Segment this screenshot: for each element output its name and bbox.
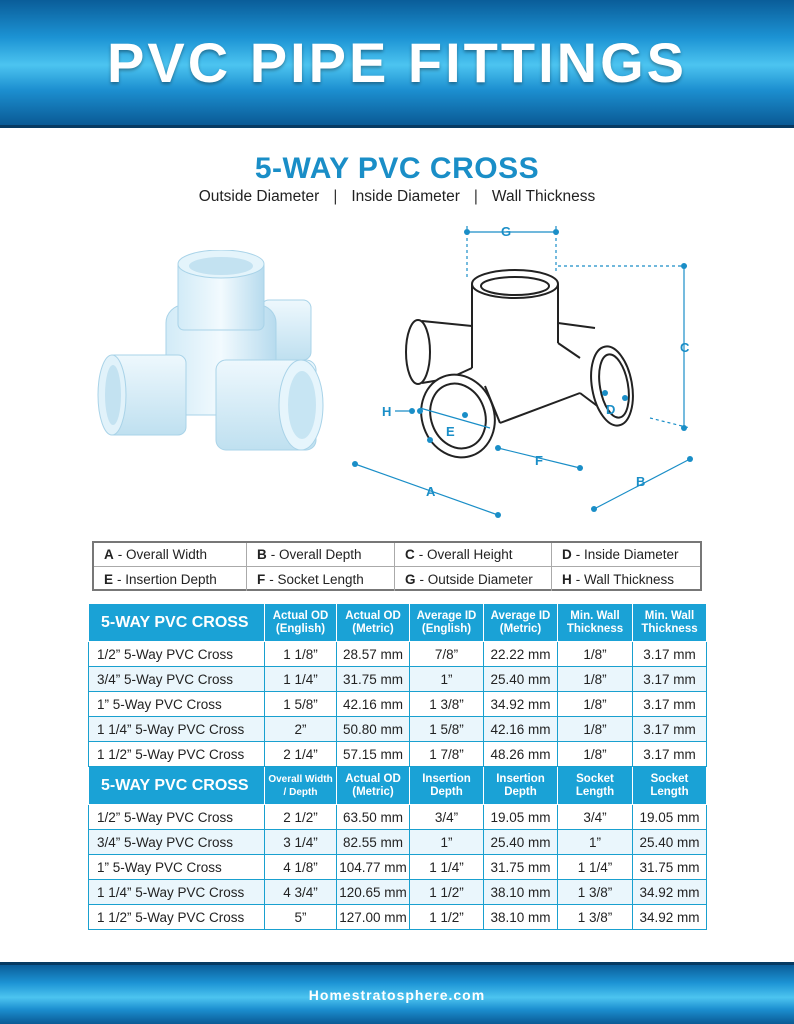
pvc-cross-photo <box>96 250 336 480</box>
footer-banner <box>0 962 794 1024</box>
legend-item: D - Inside Diameter <box>552 543 700 567</box>
dimension-outside-diameter: Outside Diameter <box>198 188 320 205</box>
column-header: Insertion Depth <box>484 767 558 805</box>
legend-item: A - Overall Width <box>94 543 247 567</box>
dimension-wall-thickness: Wall Thickness <box>491 188 596 205</box>
table-row: 1 1/4” 5-Way PVC Cross 4 3/4” 120.65 mm 1 1/2” 38.10 mm 1 3/8” 34.92 mm <box>89 880 707 905</box>
table-header-row <box>89 604 707 642</box>
column-header: Min. Wall Thickness <box>633 604 707 642</box>
table-row: 1 1/2” 5-Way PVC Cross 5” 127.00 mm 1 1/2” 38.10 mm 1 3/8” 34.92 mm <box>89 905 707 930</box>
legend-item: F - Socket Length <box>247 567 395 591</box>
label-f: F <box>535 453 543 468</box>
legend-item: H - Wall Thickness <box>562 571 675 587</box>
table2 <box>89 767 707 930</box>
page-title: PVC PIPE FITTINGS <box>107 31 687 94</box>
table1 <box>89 604 707 767</box>
separator: | <box>473 188 478 205</box>
label-b: B <box>636 474 646 489</box>
table-row: 1 1/4” 5-Way PVC Cross 2” 50.80 mm 1 5/8” 42.16 mm 1/8” 3.17 mm <box>89 717 707 742</box>
table-title: 5-WAY PVC CROSS <box>89 767 265 805</box>
label-a: A <box>426 484 436 499</box>
label-h: H <box>382 404 392 419</box>
separator: | <box>333 188 338 205</box>
section-title: 5-WAY PVC CROSS <box>254 152 540 185</box>
label-e: E <box>446 424 455 439</box>
table-title: 5-WAY PVC CROSS <box>89 604 265 642</box>
legend-item: B - Overall Depth <box>247 543 395 567</box>
table-row: 3/4” 5-Way PVC Cross 3 1/4” 82.55 mm 1” 25.40 mm 1” 25.40 mm <box>89 830 707 855</box>
column-header: Actual OD (Metric) <box>337 767 410 805</box>
dimension-legend <box>92 541 702 591</box>
column-header: Actual OD (English) <box>265 604 337 642</box>
column-header: Average ID (Metric) <box>484 604 558 642</box>
table-row: 3/4” 5-Way PVC Cross 1 1/4” 31.75 mm 1” 25.40 mm 1/8” 3.17 mm <box>89 667 707 692</box>
column-header: Socket Length <box>633 767 707 805</box>
table-row: 1” 5-Way PVC Cross 4 1/8” 104.77 mm 1 1/4” 31.75 mm 1 1/4” 31.75 mm <box>89 855 707 880</box>
table-row: 1/2” 5-Way PVC Cross 2 1/2” 63.50 mm 3/4” 19.05 mm 3/4” 19.05 mm <box>89 805 707 830</box>
dimension-list <box>0 188 794 206</box>
table-row: 1/2” 5-Way PVC Cross 1 1/8” 28.57 mm 7/8” 22.22 mm 1/8” 3.17 mm <box>89 642 707 667</box>
column-header: Overall Width / Depth <box>265 767 337 805</box>
table-header-row <box>89 767 707 805</box>
dimension-inside-diameter: Inside Diameter <box>351 188 460 205</box>
table-row: 1” 5-Way PVC Cross 1 5/8” 42.16 mm 1 3/8” 34.92 mm 1/8” 3.17 mm <box>89 692 707 717</box>
column-header: Socket Length <box>558 767 633 805</box>
spec-table <box>88 603 707 930</box>
column-header: Average ID (English) <box>410 604 484 642</box>
legend-item: G - Outside Diameter <box>395 567 552 591</box>
column-header: Actual OD (Metric) <box>337 604 410 642</box>
site-link[interactable]: Homestratosphere.com <box>308 986 486 1003</box>
label-g: G <box>500 224 512 239</box>
label-c: C <box>680 340 690 355</box>
dimension-diagram <box>350 218 710 528</box>
header-banner <box>0 0 794 128</box>
table-row: 1 1/2” 5-Way PVC Cross 2 1/4” 57.15 mm 1 7/8” 48.26 mm 1/8” 3.17 mm <box>89 742 707 767</box>
label-d: D <box>606 402 616 417</box>
column-header: Insertion Depth <box>410 767 484 805</box>
legend-item: E - Insertion Depth <box>94 567 247 591</box>
legend-item: C - Overall Height <box>395 543 552 567</box>
column-header: Min. Wall Thickness <box>558 604 633 642</box>
